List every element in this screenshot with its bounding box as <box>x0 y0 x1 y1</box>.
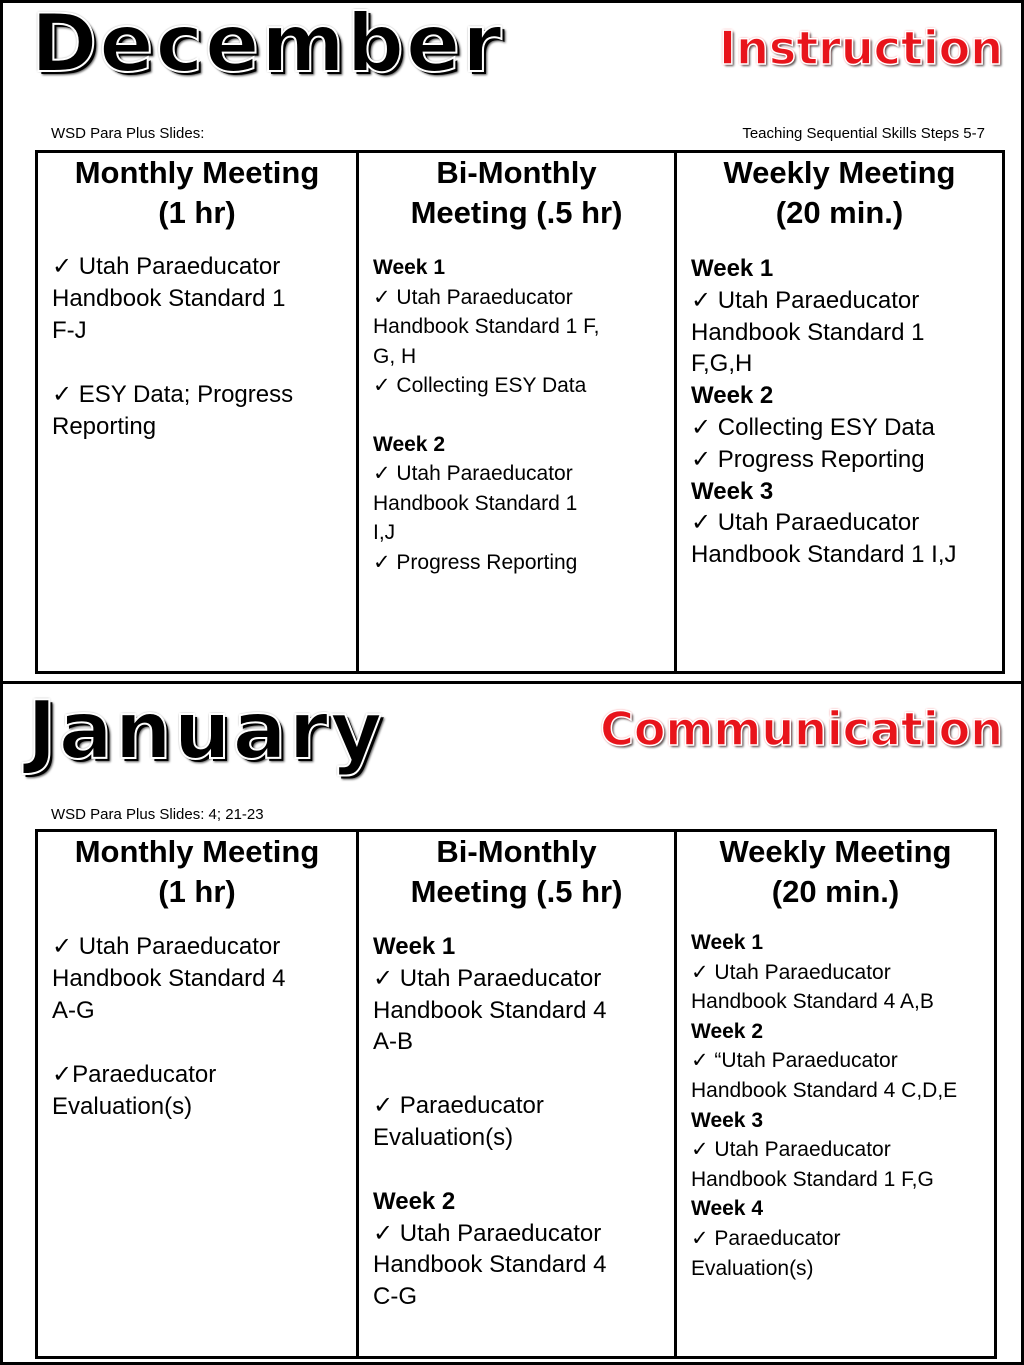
column-header: Bi-Monthly Meeting (.5 hr) <box>410 155 623 230</box>
january-title: January <box>27 684 385 777</box>
january-topic: Communication <box>600 702 1003 756</box>
column-header: Monthly Meeting (1 hr) <box>74 834 320 909</box>
column-body: Week 1 ✓ Utah Paraeducator Handbook Standard 1 F, G, H ✓ Collecting ESY Data Week 2 ✓ Utah Paraeducator Handbook Standard 1 I,J ✓ Progress Reporting <box>373 256 600 574</box>
january-meeting-table <box>35 829 997 1359</box>
january-weekly-column <box>674 832 994 1356</box>
column-body: ✓ Utah Paraeducator Handbook Standard 1 F-J ✓ ESY Data; Progress Reporting <box>52 253 294 440</box>
january-section <box>0 684 1024 1365</box>
column-header: Weekly Meeting (20 min.) <box>723 155 956 230</box>
december-slides-label: WSD Para Plus Slides: <box>51 125 205 142</box>
december-title: December <box>31 0 504 90</box>
january-monthly-column <box>38 832 356 1356</box>
january-slides-label: WSD Para Plus Slides: 4; 21-23 <box>51 806 264 823</box>
december-meeting-table <box>35 150 1005 674</box>
december-weekly-column <box>674 153 1002 671</box>
january-bimonthly-column <box>356 832 674 1356</box>
column-body: ✓ Utah Paraeducator Handbook Standard 4 A-G ✓Paraeducator Evaluation(s) <box>52 933 286 1120</box>
december-bimonthly-column <box>356 153 674 671</box>
column-header: Monthly Meeting (1 hr) <box>74 155 320 230</box>
december-topic: Instruction <box>718 21 1003 75</box>
column-body: Week 1 ✓ Utah Paraeducator Handbook Standard 4 A,B Week 2 ✓ “Utah Paraeducator Handbook Standard 4 C,D,E Week 3 ✓ Utah Paraeducator Handbook Standard 1 F,G Week 4 ✓ Paraeducator Evaluation(s) <box>691 931 958 1280</box>
column-header: Weekly Meeting (20 min.) <box>719 834 952 909</box>
december-monthly-column <box>38 153 356 671</box>
december-slides-topic: Teaching Sequential Skills Steps 5-7 <box>742 125 985 142</box>
column-header: Bi-Monthly Meeting (.5 hr) <box>410 834 623 909</box>
column-body: Week 1 ✓ Utah Paraeducator Handbook Standard 4 A-B ✓ Paraeducator Evaluation(s) Week 2 ✓ Utah Paraeducator Handbook Standard 4 C-G <box>373 933 607 1311</box>
column-body: Week 1 ✓ Utah Paraeducator Handbook Standard 1 F,G,H Week 2 ✓ Collecting ESY Data ✓ Progress Reporting Week 3 ✓ Utah Paraeducator Handbook Standard 1 I,J <box>691 255 957 569</box>
